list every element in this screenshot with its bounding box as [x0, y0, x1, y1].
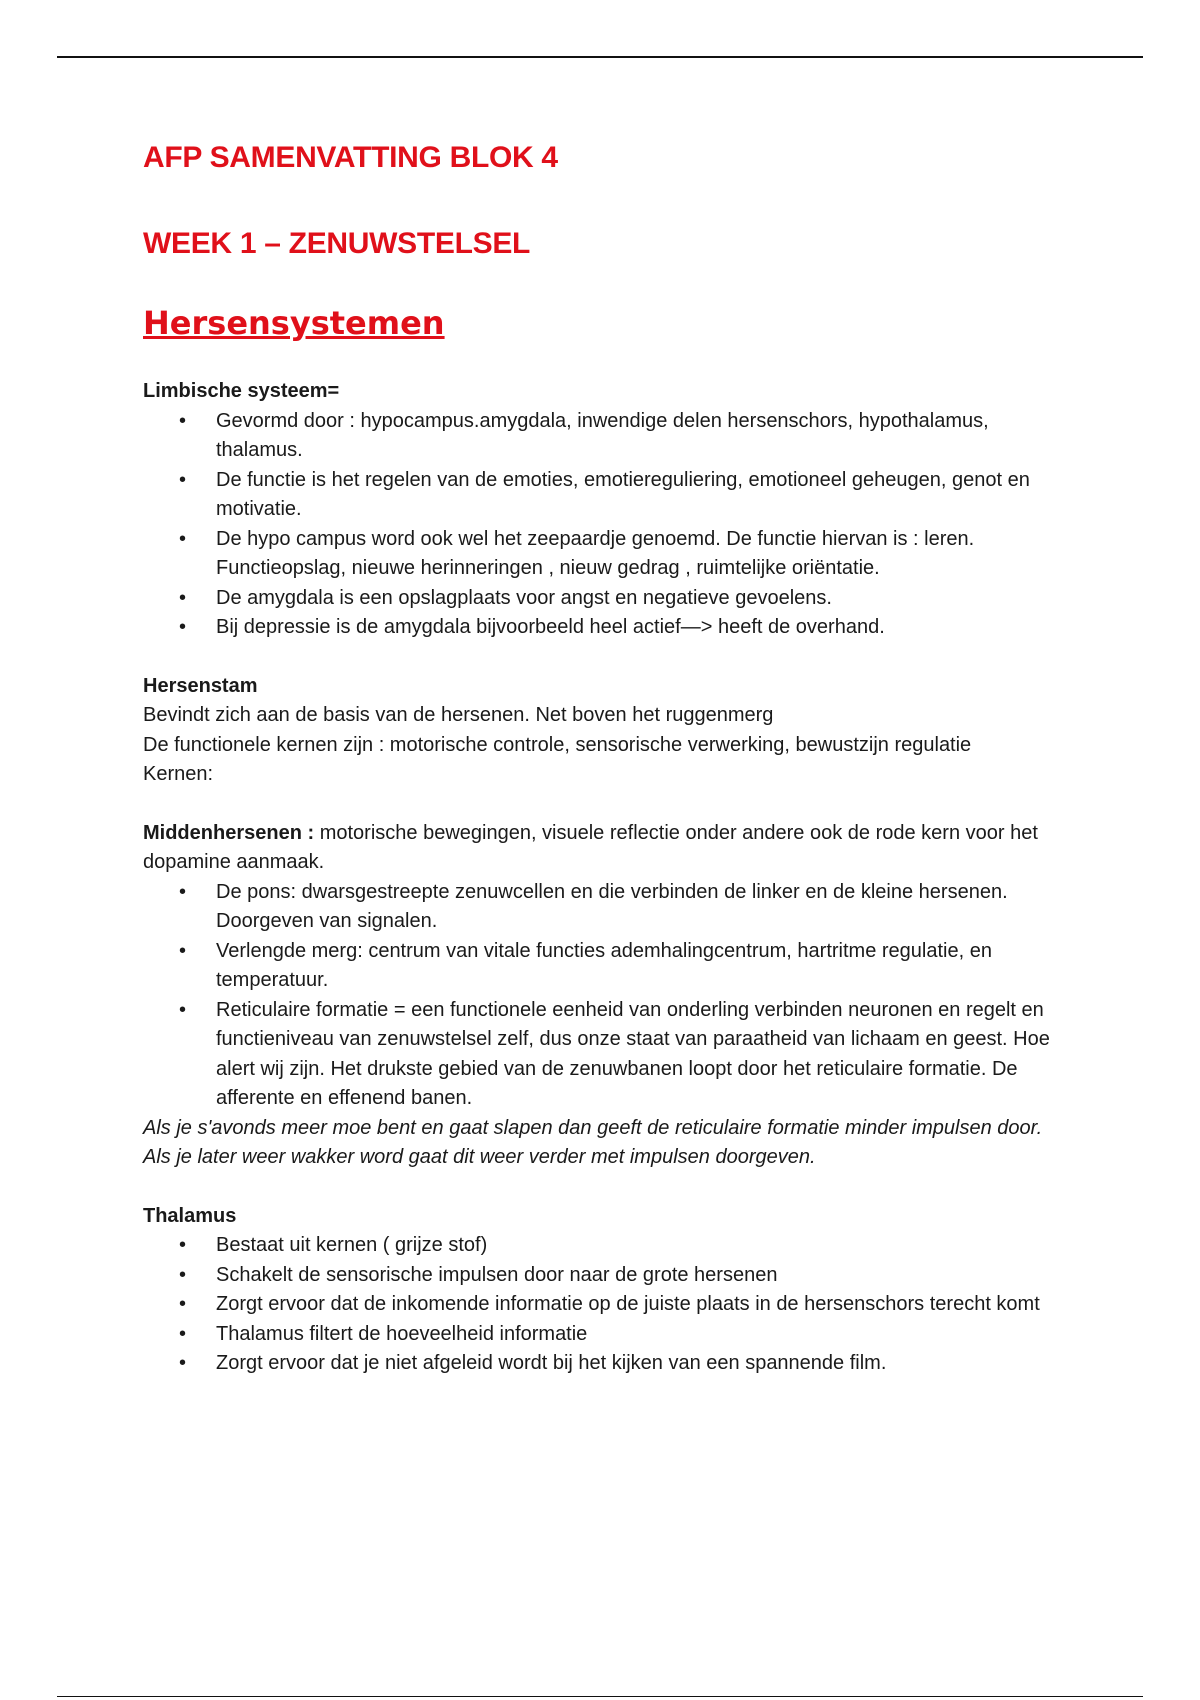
hersenstam-line: Kernen: [143, 763, 214, 785]
list-item: • De hypo campus word ook wel het zeepaardje genoemd. De functie hiervan is : leren. Functieopslag, nieuwe herinneringen , nieuw gedrag , ruimtelijke oriëntatie. [216, 525, 1063, 584]
document-title: AFP SAMENVATTING BLOK 4 [143, 141, 558, 174]
middenhersenen-section [143, 819, 1063, 1173]
list-item: • Zorgt ervoor dat de inkomende informatie op de juiste plaats in de hersenschors terecht komt [216, 1290, 1063, 1320]
document-page [143, 140, 1063, 1379]
thalamus-list [143, 1231, 1063, 1379]
list-item: • Verlengde merg: centrum van vitale functies ademhalingcentrum, hartritme regulatie, en temperatuur. [216, 937, 1063, 996]
hersenstam-line: De functionele kernen zijn : motorische controle, sensorische verwerking, bewustzijn regulatie [143, 733, 972, 756]
thalamus-heading: Thalamus [143, 1204, 237, 1227]
middenhersenen-intro [143, 819, 1063, 878]
section-heading: Hersensystemen [143, 304, 445, 342]
middenhersenen-note: Als je s'avonds meer moe bent en gaat slapen dan geeft de reticulaire formatie minder impulsen door. Als je later weer wakker word gaat dit weer verder met impulsen doorgeven. [143, 1116, 1043, 1168]
hersenstam-section [143, 672, 1063, 790]
middenhersenen-text: motorische bewegingen, visuele reflectie onder andere ook de rode kern voor het dopamine aanmaak. [143, 821, 1038, 873]
middenhersenen-heading: Middenhersenen : [143, 821, 315, 844]
list-item: • Zorgt ervoor dat je niet afgeleid wordt bij het kijken van een spannende film. [216, 1349, 1063, 1379]
limbisch-list [143, 407, 1063, 643]
hersenstam-line: Bevindt zich aan de basis van de hersenen. Net boven het ruggenmerg [143, 704, 774, 726]
list-item: • Schakelt de sensorische impulsen door naar de grote hersenen [216, 1261, 1063, 1291]
list-item: • Gevormd door : hypocampus.amygdala, inwendige delen hersenschors, hypothalamus, thalamus. [216, 407, 1063, 466]
list-item: • De amygdala is een opslagplaats voor angst en negatieve gevoelens. [216, 584, 1063, 614]
list-item: • Bij depressie is de amygdala bijvoorbeeld heel actief—> heeft de overhand. [216, 613, 1063, 643]
limbisch-heading: Limbische systeem= [143, 380, 340, 402]
thalamus-section [143, 1202, 1063, 1379]
week-heading: WEEK 1 – ZENUWSTELSEL [143, 227, 531, 260]
bottom-rule [57, 1696, 1143, 1697]
top-rule [57, 56, 1143, 58]
hersenstam-heading: Hersenstam [143, 674, 258, 697]
list-item: • Reticulaire formatie = een functionele eenheid van onderling verbinden neuronen en regelt en functieniveau van zenuwstelsel zelf, dus onze staat van paraatheid van lichaam en geest. Hoe alert wij zijn. Het drukste gebied van de zenuwbanen loopt door het reticulaire formatie. De afferente en effenend banen. [216, 996, 1063, 1114]
limbisch-section [143, 377, 1063, 643]
middenhersenen-list [143, 878, 1063, 1114]
list-item: • Thalamus filtert de hoeveelheid informatie [216, 1320, 1063, 1350]
list-item: • Bestaat uit kernen ( grijze stof) [216, 1231, 1063, 1261]
list-item: • De pons: dwarsgestreepte zenuwcellen en die verbinden de linker en de kleine hersenen. Doorgeven van signalen. [216, 878, 1063, 937]
list-item: • De functie is het regelen van de emoties, emotiereguliering, emotioneel geheugen, genot en motivatie. [216, 466, 1063, 525]
